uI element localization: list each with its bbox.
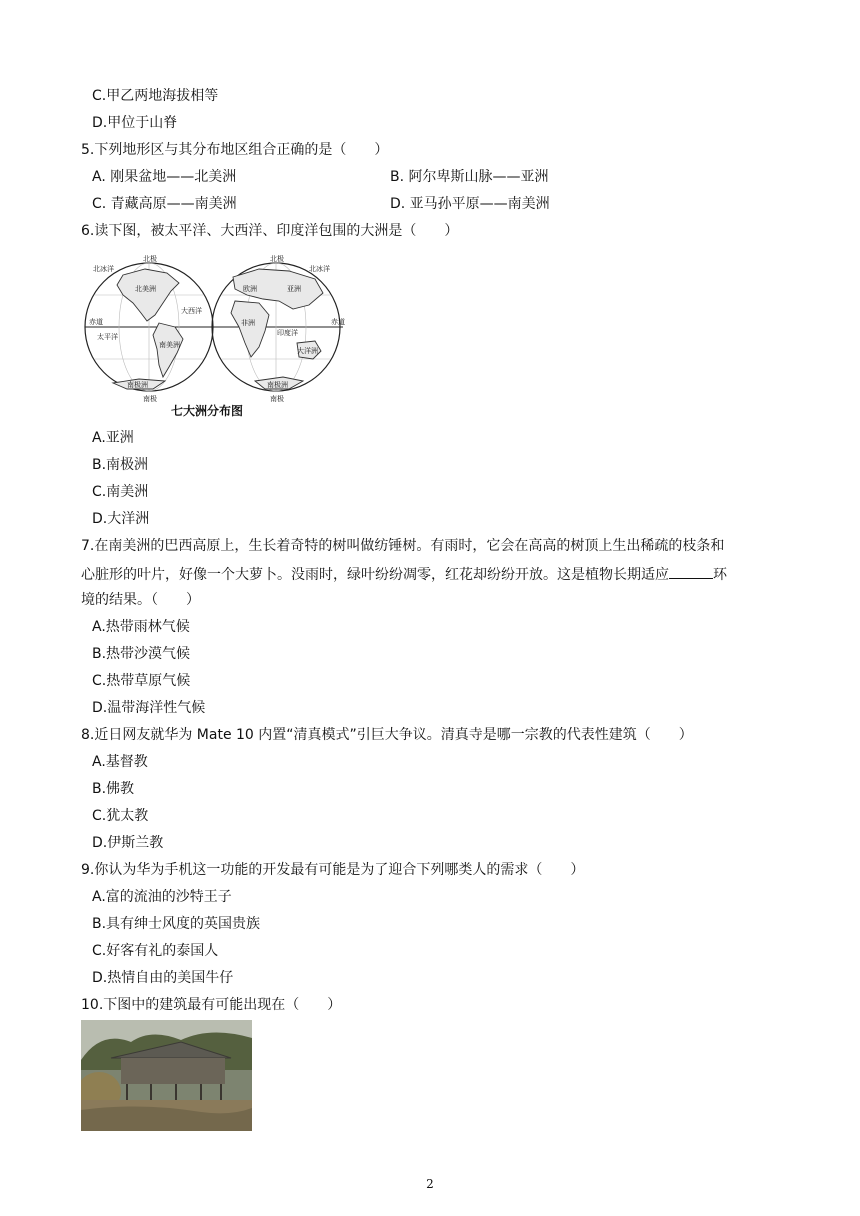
q7-option-a: A.热带雨林气候 [92,619,190,635]
map-label-antarctica-e: 南极洲 [267,381,288,389]
map-label-arctic-e: 北冰洋 [309,265,330,273]
q9-option-c: C.好客有礼的泰国人 [92,943,219,959]
page-number: 2 [426,1177,434,1191]
stilt-house-photo [81,1020,252,1131]
map-label-south-pole-w: 南极 [143,395,157,403]
q5-option-b: B. 阿尔卑斯山脉——亚洲 [390,169,549,185]
q6-option-a: A.亚洲 [92,430,134,446]
q7-stem-line1: 7.在南美洲的巴西高原上，生长着奇特的树叫做纺锤树。有雨时，它会在高高的树顶上生出稀疏的枝条和 [81,538,725,554]
q4-option-c: C.甲乙两地海拔相等 [92,88,219,104]
africa-shape [231,301,269,357]
q8-option-b: B.佛教 [92,781,135,797]
map-label-antarctica-w: 南极洲 [127,381,148,389]
q10-stem: 10.下图中的建筑最有可能出现在（ ） [81,997,342,1013]
q4-option-d: D.甲位于山脊 [92,115,178,131]
map-label-south-pole-e: 南极 [270,395,284,403]
map-label-north-pole-w: 北极 [143,255,157,263]
map-caption: 七大洲分布图 [171,404,244,417]
map-label-north-pole-e: 北极 [270,255,284,263]
map-label-indian: 印度洋 [277,329,298,337]
continents-map-figure [83,255,345,417]
q7-stem-line2-end: 环 [713,567,727,583]
q5-stem: 5.下列地形区与其分布地区组合正确的是（ ） [81,142,389,158]
south-america-shape [153,323,183,377]
map-label-asia: 亚洲 [287,285,301,293]
q9-option-d: D.热情自由的美国牛仔 [92,970,234,986]
q7-stem-line2 [81,563,727,585]
map-label-pacific: 太平洋 [97,333,118,341]
q7-stem-line3: 境的结果。（ ） [81,592,200,608]
q6-option-d: D.大洋洲 [92,511,150,527]
map-label-oceania: 大洋洲 [297,347,318,355]
q7-option-c: C.热带草原气候 [92,673,191,689]
continents-map [83,255,345,417]
q6-option-b: B.南极洲 [92,457,149,473]
map-label-south-america: 南美洲 [159,341,180,349]
q6-option-c: C.南美洲 [92,484,149,500]
map-label-equator-w: 赤道 [89,318,103,326]
q9-option-b: B.具有绅士风度的英国贵族 [92,916,261,932]
map-label-arctic-w: 北冰洋 [93,265,114,273]
map-label-europe: 欧洲 [243,285,257,293]
q5-option-c: C. 青藏高原——南美洲 [92,196,237,212]
map-label-atlantic: 大西洋 [181,307,202,315]
q9-stem: 9.你认为华为手机这一功能的开发最有可能是为了迎合下列哪类人的需求（ ） [81,862,585,878]
map-label-africa: 非洲 [241,319,255,327]
q5-option-a: A. 刚果盆地——北美洲 [92,169,237,185]
q8-stem: 8.近日网友就华为 Mate 10 内置“清真模式”引巨大争议。清真寺是哪一宗教的代表性建筑（ ） [81,727,693,743]
q7-option-d: D.温带海洋性气候 [92,700,206,716]
q8-option-a: A.基督教 [92,754,148,770]
answer-blank [669,563,713,579]
q9-option-a: A.富的流油的沙特王子 [92,889,232,905]
map-label-north-america: 北美洲 [135,285,156,293]
q8-option-d: D.伊斯兰教 [92,835,164,851]
q8-option-c: C.犹太教 [92,808,149,824]
stilt-house-illustration [81,1020,252,1131]
q6-stem: 6.读下图，被太平洋、大西洋、印度洋包围的大洲是（ ） [81,223,459,239]
q7-option-b: B.热带沙漠气候 [92,646,191,662]
q7-stem-line2-text: 心脏形的叶片，好像一个大萝卜。没雨时，绿叶纷纷凋零，红花却纷纷开放。这是植物长期适应 [81,567,669,583]
map-label-equator-e: 赤道 [331,318,345,326]
q5-option-d: D. 亚马孙平原——南美洲 [390,196,550,212]
